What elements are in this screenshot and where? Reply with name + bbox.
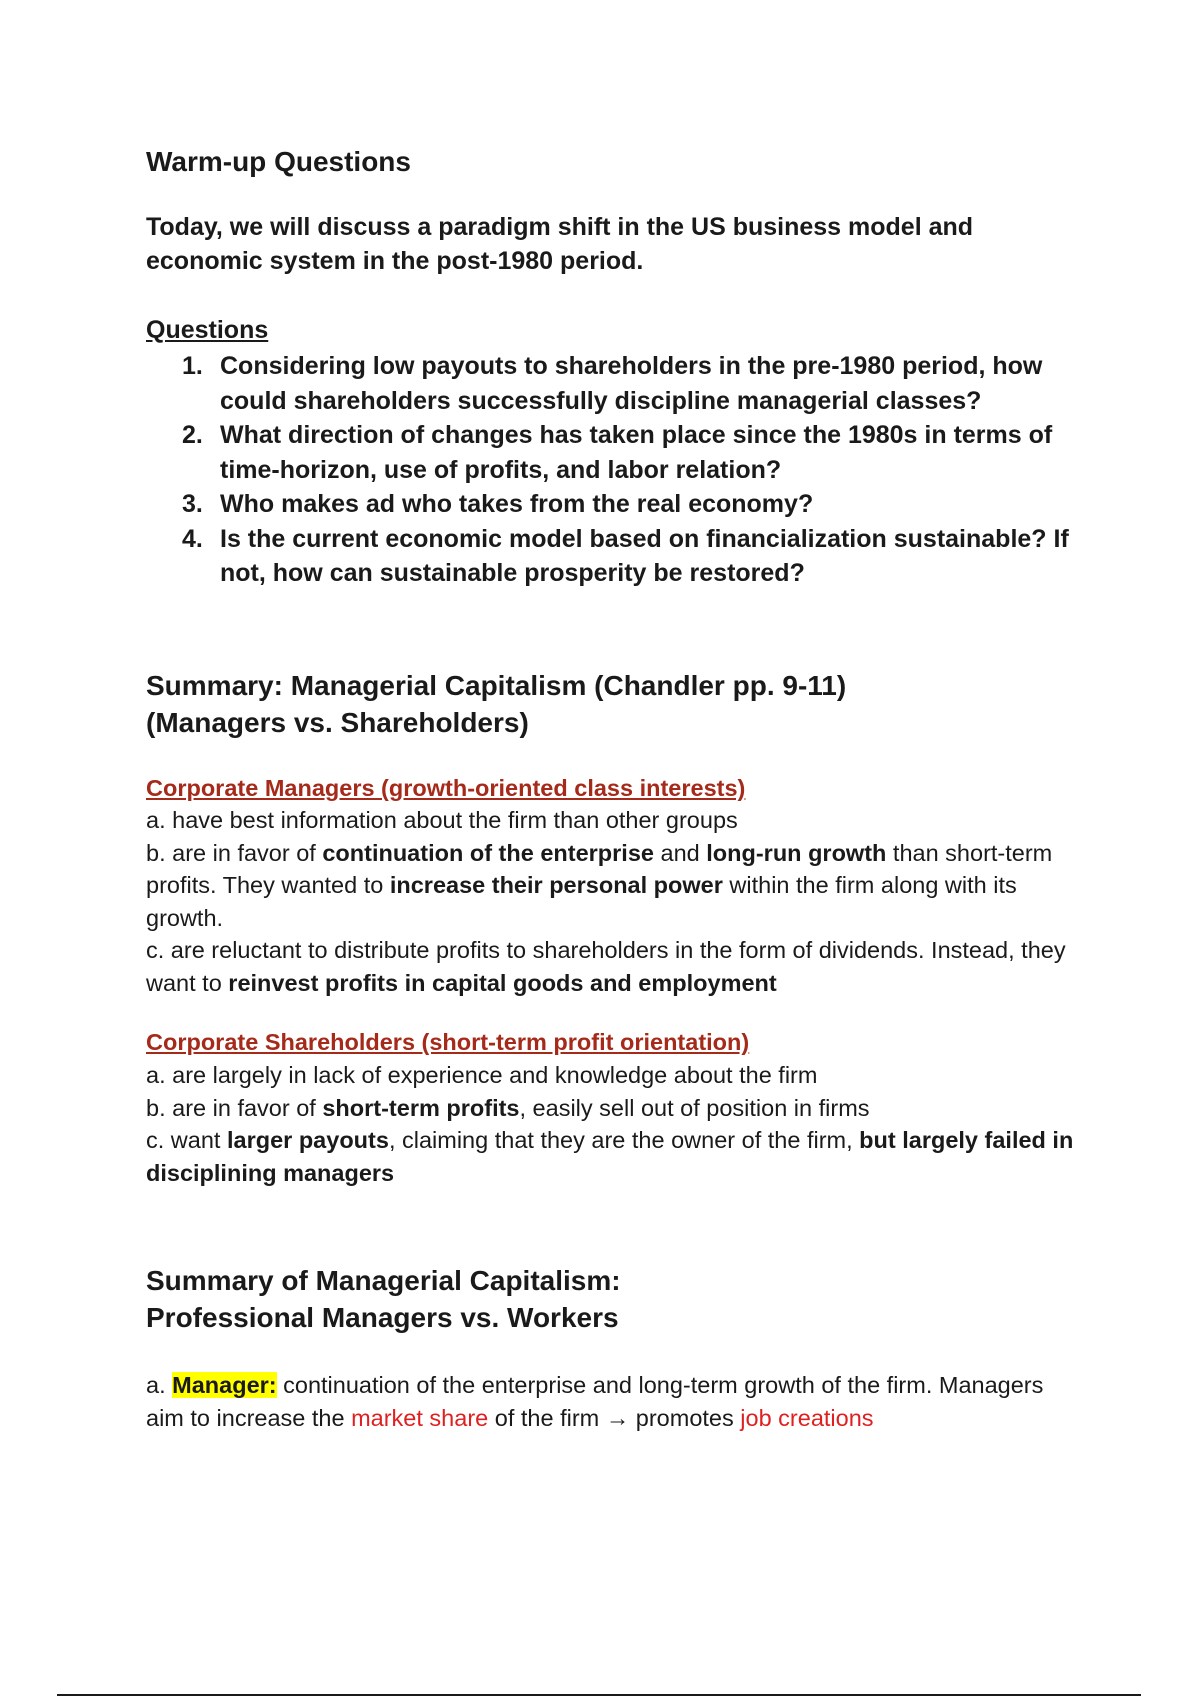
- bold-text: short-term profits: [322, 1094, 520, 1121]
- text-run: within the firm along with its growth.: [146, 872, 1017, 931]
- warmup-title: Warm-up Questions: [146, 146, 411, 177]
- bold-text: reinvest profits in capital goods and employment: [228, 969, 777, 996]
- managers-point-b: [146, 837, 1086, 935]
- summary-managerial-heading: [146, 667, 846, 741]
- text-run: continuation of the enterprise and long-term growth of the firm. Managers aim to increase the: [146, 1372, 1044, 1431]
- managers-point-a: a. have best information about the firm than other groups: [146, 807, 738, 833]
- bold-text: increase their personal power: [389, 872, 723, 898]
- bold-text: continuation of the enterprise: [322, 839, 654, 866]
- summary-title-line1: Summary: Managerial Capitalism (Chandler pp. 9-11): [146, 670, 847, 701]
- text-run: a.: [146, 1372, 173, 1398]
- text-run: , easily sell out of position in firms: [519, 1094, 870, 1121]
- corporate-managers-heading: Corporate Managers (growth-oriented class interests): [146, 775, 746, 801]
- shareholders-point-b: [146, 1092, 1086, 1125]
- page-bottom-rule: [57, 1694, 1141, 1696]
- list-number: 4.: [182, 524, 203, 553]
- question-text: What direction of changes has taken place since the 1980s in terms of time-horizon, use of profits, and labor relation?: [220, 421, 1053, 484]
- text-run: , claiming that they are the owner of the firm,: [388, 1127, 860, 1153]
- questions-heading: Questions: [146, 316, 269, 344]
- text-run: of the firm → promotes: [488, 1404, 741, 1431]
- list-number: 1.: [182, 352, 203, 380]
- summary2-title-line2: Professional Managers vs. Workers: [146, 1302, 619, 1333]
- text-run: c. are reluctant to distribute profits to shareholders in the form of dividends. Instead, they want to: [146, 937, 1066, 996]
- list-item: [182, 487, 1102, 522]
- question-text: Considering low payouts to shareholders in the pre-1980 period, how could shareholders successfully discipline managerial classes?: [220, 352, 1043, 415]
- corporate-shareholders-body: [146, 1059, 1086, 1189]
- corporate-shareholders-heading: Corporate Shareholders (short-term profit orientation): [146, 1029, 750, 1055]
- list-number: 3.: [182, 490, 203, 518]
- summary2-title-line1: Summary of Managerial Capitalism:: [146, 1265, 621, 1296]
- managers-point-c: [146, 934, 1086, 999]
- text-run: and: [653, 839, 707, 866]
- text-run: c. want: [146, 1127, 227, 1153]
- red-text: market share: [351, 1404, 489, 1431]
- shareholders-point-c: [146, 1124, 1086, 1189]
- highlighted-text: Manager:: [172, 1372, 277, 1398]
- list-item: [182, 349, 1102, 418]
- text-run: b. are in favor of: [146, 1094, 323, 1121]
- summary-workers-heading: [146, 1262, 621, 1336]
- text-run: b. are in favor of: [146, 839, 323, 866]
- warmup-intro: Today, we will discuss a paradigm shift in the US business model and economic system in the post-1980 period.: [146, 213, 974, 275]
- manager-workers-body: [146, 1369, 1086, 1434]
- question-text: Who makes ad who takes from the real economy?: [220, 490, 814, 518]
- corporate-managers-body: [146, 804, 1086, 999]
- red-text: job creations: [740, 1404, 874, 1431]
- summary-title-line2: (Managers vs. Shareholders): [146, 707, 529, 738]
- bold-text: but largely failed in disciplining managers: [146, 1127, 1074, 1186]
- list-number: 2.: [182, 421, 203, 449]
- text-run: than short-term profits. They wanted to: [146, 839, 1053, 898]
- question-text: Is the current economic model based on financialization sustainable? If not, how can sustainable prosperity be restored?: [220, 524, 1069, 587]
- bold-text: long-run growth: [706, 839, 887, 866]
- list-item: [182, 418, 1102, 487]
- questions-list: [182, 349, 1102, 591]
- manager-point-a: [146, 1369, 1086, 1434]
- list-item: [182, 522, 1102, 591]
- shareholders-point-a: a. are largely in lack of experience and knowledge about the firm: [146, 1062, 818, 1088]
- bold-text: larger payouts: [226, 1127, 389, 1153]
